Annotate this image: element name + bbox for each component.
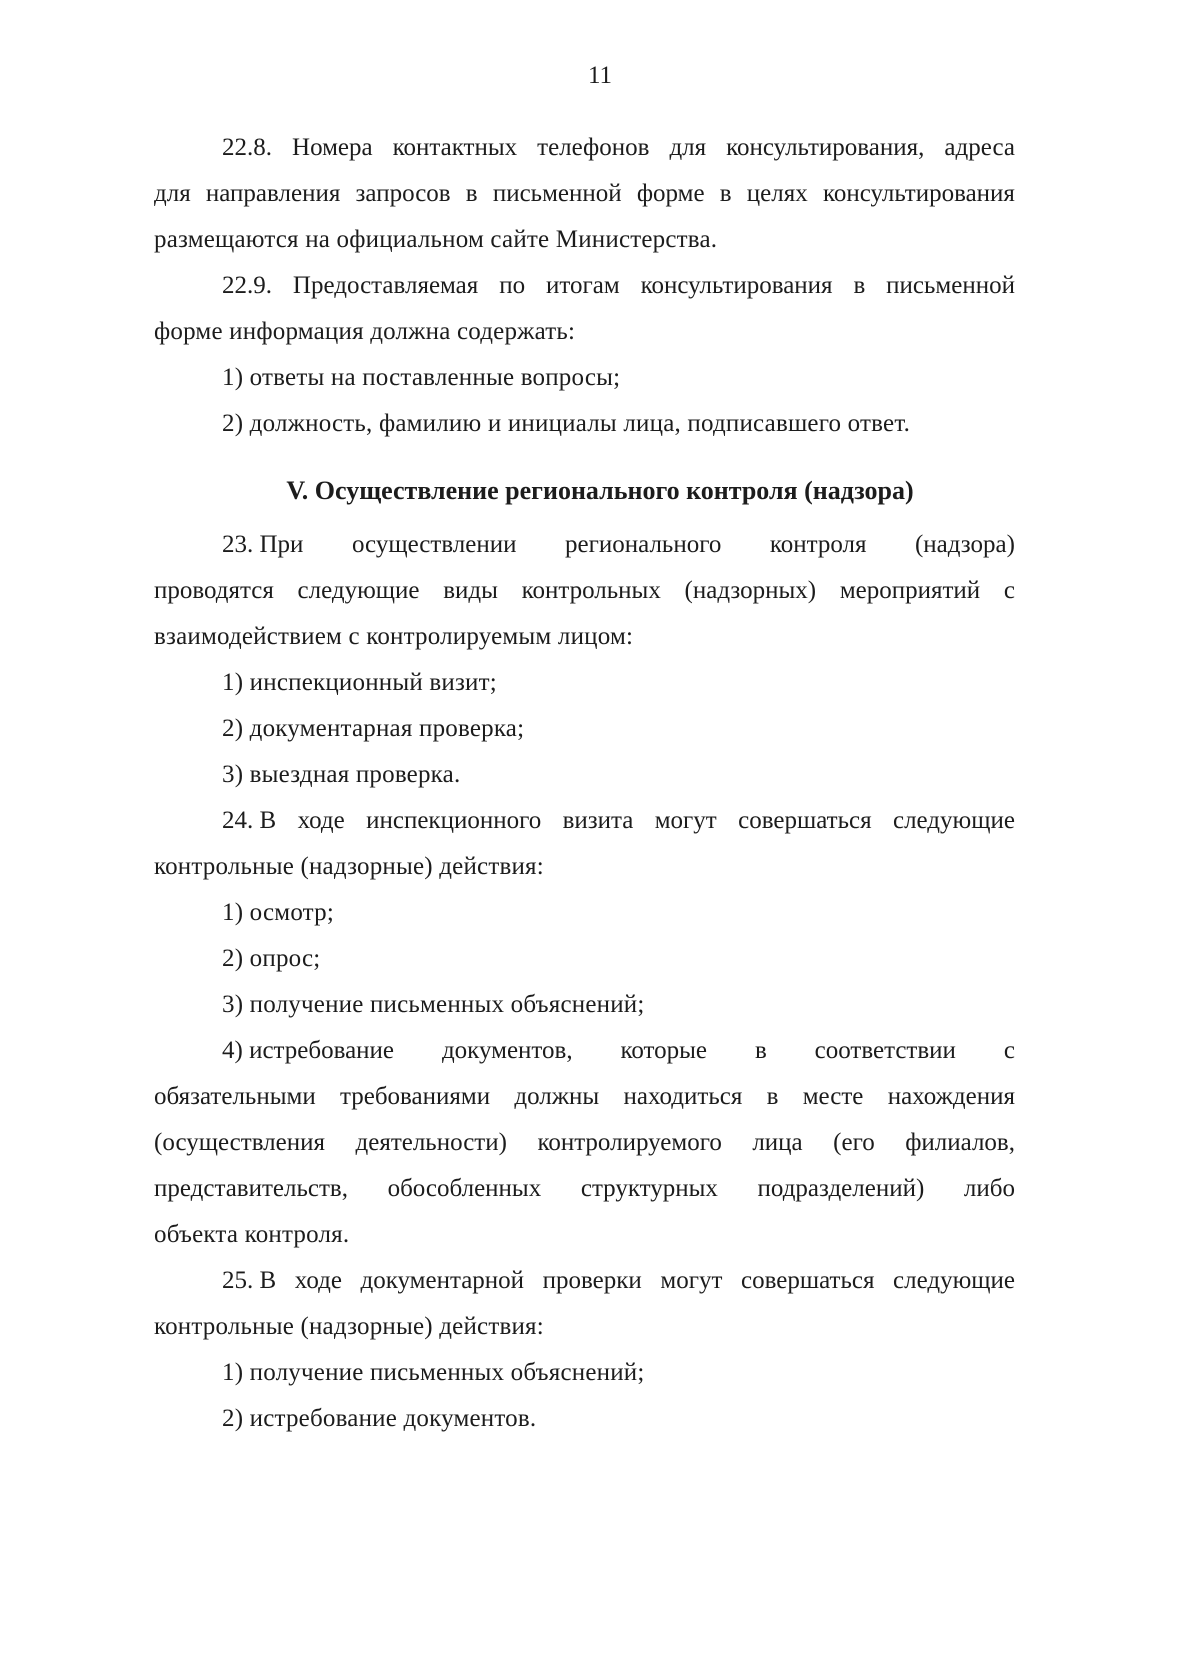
word: для xyxy=(154,180,191,207)
word: в xyxy=(853,272,866,299)
word: 4) истребование xyxy=(222,1037,395,1064)
word: консультирования, xyxy=(726,134,925,161)
p25-line-2: контрольные (надзорные) действия: xyxy=(154,1313,544,1340)
p24-item-4-line-2 xyxy=(154,1082,1015,1112)
p23-line-1 xyxy=(222,530,1015,560)
word: подразделений) xyxy=(757,1175,925,1202)
word: могут xyxy=(660,1267,723,1294)
word: документарной xyxy=(360,1267,525,1294)
p22-9-item-1: 1) ответы на поставленные вопросы; xyxy=(222,364,621,391)
word: должны xyxy=(514,1083,600,1110)
word: 22.8. xyxy=(222,134,272,161)
word: Предоставляемая xyxy=(292,272,479,299)
word: итогам xyxy=(546,272,620,299)
p22-9-line-2: форме информация должна содержать: xyxy=(154,318,576,345)
word: нахождения xyxy=(887,1083,1015,1110)
section-heading: V. Осуществление регионального контроля (надзора) xyxy=(286,476,914,505)
p23-item-3: 3) выездная проверка. xyxy=(222,761,461,788)
p22-9-item-2: 2) должность, фамилию и инициалы лица, подписавшего ответ. xyxy=(222,410,911,437)
word: следующие xyxy=(893,1267,1015,1294)
word: находиться xyxy=(623,1083,743,1110)
p24-item-3: 3) получение письменных объяснений; xyxy=(222,991,645,1018)
word: 22.9. xyxy=(222,272,272,299)
p23-line-3: взаимодействием с контролируемым лицом: xyxy=(154,623,634,650)
word: совершаться xyxy=(740,1267,875,1294)
word: (надзора) xyxy=(914,531,1015,558)
word: ходе xyxy=(297,807,345,834)
word: целях xyxy=(746,180,808,207)
word: 23. При xyxy=(222,531,304,558)
p23-item-1: 1) инспекционный визит; xyxy=(222,669,497,696)
p25-line-1 xyxy=(222,1266,1015,1296)
p25-item-1: 1) получение письменных объяснений; xyxy=(222,1359,645,1386)
word: форме xyxy=(636,180,705,207)
word: регионального xyxy=(565,531,722,558)
p22-8-line-3: размещаются на официальном сайте Министерства. xyxy=(154,226,718,253)
word: ходе xyxy=(294,1267,342,1294)
p24-item-4-line-5: объекта контроля. xyxy=(154,1221,350,1248)
word: телефонов xyxy=(537,134,650,161)
word: консультирования xyxy=(640,272,833,299)
word: 25. В xyxy=(222,1267,277,1294)
word: направления xyxy=(205,180,341,207)
word: виды xyxy=(443,577,498,604)
p22-9-line-1 xyxy=(222,271,1015,301)
p24-item-1: 1) осмотр; xyxy=(222,899,334,926)
word: соответствии xyxy=(814,1037,956,1064)
word: лица xyxy=(752,1129,803,1156)
word: обособленных xyxy=(387,1175,542,1202)
word: контрольных xyxy=(521,577,661,604)
word: в xyxy=(465,180,478,207)
word: (надзорных) xyxy=(684,577,817,604)
word: контактных xyxy=(392,134,518,161)
p24-item-2: 2) опрос; xyxy=(222,945,321,972)
word: либо xyxy=(963,1175,1015,1202)
word: (его xyxy=(833,1129,875,1156)
p24-line-2: контрольные (надзорные) действия: xyxy=(154,853,544,880)
word: структурных xyxy=(580,1175,718,1202)
word: 24. В xyxy=(222,807,277,834)
p24-item-4-line-4 xyxy=(154,1174,1015,1204)
p24-item-4-line-1 xyxy=(222,1036,1015,1066)
p24-item-4-line-3 xyxy=(154,1128,1015,1158)
p24-line-1 xyxy=(222,806,1015,836)
word: обязательными xyxy=(154,1083,316,1110)
word: в xyxy=(754,1037,767,1064)
word: консультирования xyxy=(822,180,1015,207)
word: письменной xyxy=(492,180,622,207)
word: следующие xyxy=(297,577,420,604)
p22-8-line-2 xyxy=(154,179,1015,209)
word: которые xyxy=(620,1037,708,1064)
word: в xyxy=(719,180,732,207)
word: следующие xyxy=(892,807,1015,834)
word: Номера xyxy=(292,134,373,161)
word: могут xyxy=(654,807,717,834)
word: (осуществления xyxy=(154,1129,326,1156)
word: осуществлении xyxy=(351,531,517,558)
word: представительств, xyxy=(154,1175,348,1202)
word: документов, xyxy=(441,1037,573,1064)
word: инспекционного xyxy=(366,807,542,834)
p22-8-line-1 xyxy=(222,133,1015,163)
word: требованиями xyxy=(340,1083,491,1110)
word: контроля xyxy=(769,531,867,558)
word: запросов xyxy=(355,180,451,207)
p23-line-2 xyxy=(154,576,1015,606)
word: мероприятий xyxy=(839,577,981,604)
word: деятельности) xyxy=(355,1129,507,1156)
word: письменной xyxy=(886,272,1015,299)
word: проверки xyxy=(542,1267,642,1294)
word: проводятся xyxy=(154,577,274,604)
word: филиалов, xyxy=(905,1129,1015,1156)
word: по xyxy=(499,272,526,299)
word: адреса xyxy=(944,134,1015,161)
word: с xyxy=(1003,577,1015,604)
word: совершаться xyxy=(738,807,872,834)
word: визита xyxy=(562,807,634,834)
word: контролируемого xyxy=(537,1129,722,1156)
word: для xyxy=(669,134,707,161)
word: месте xyxy=(802,1083,864,1110)
word: с xyxy=(1003,1037,1015,1064)
p25-item-2: 2) истребование документов. xyxy=(222,1405,537,1432)
p23-item-2: 2) документарная проверка; xyxy=(222,715,525,742)
page-number: 11 xyxy=(587,62,613,89)
word: в xyxy=(766,1083,779,1110)
